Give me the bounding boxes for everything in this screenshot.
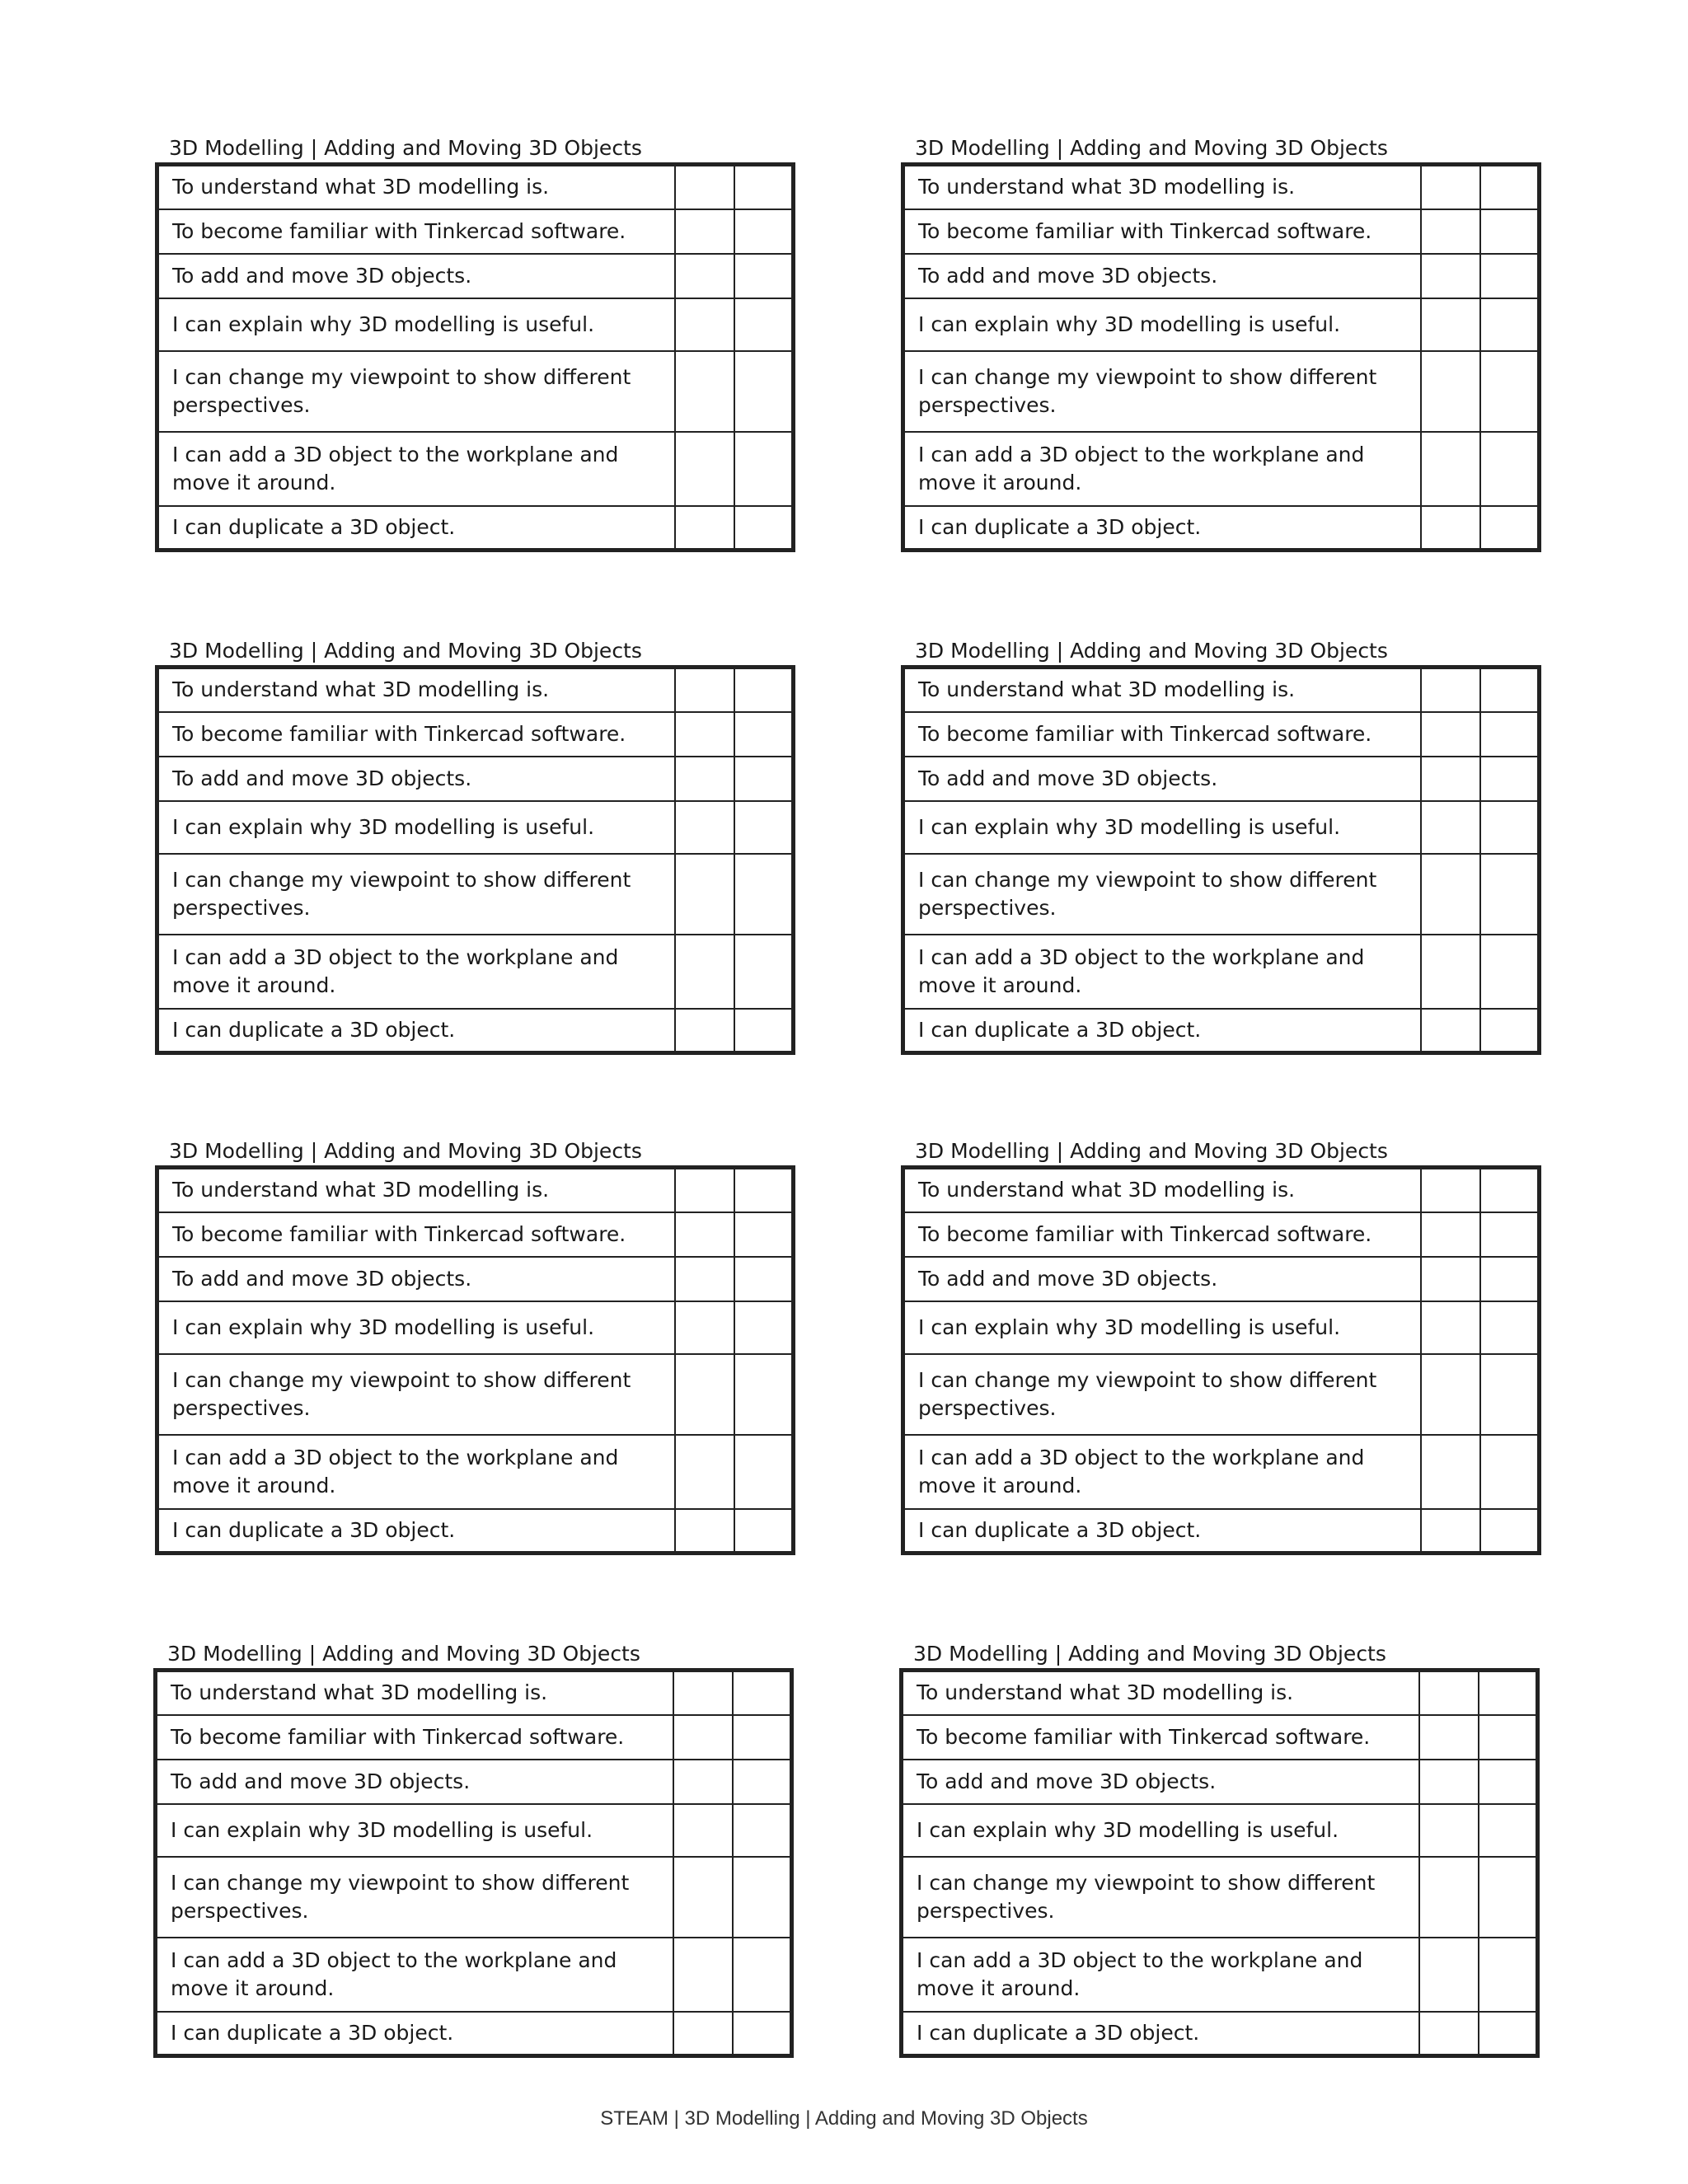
check-box-2[interactable] <box>734 506 794 551</box>
card-title: 3D Modelling | Adding and Moving 3D Objects <box>169 639 642 663</box>
check-box-2[interactable] <box>1480 298 1540 351</box>
check-box-1[interactable] <box>675 935 734 1009</box>
objective-text: To become familiar with Tinkercad software. <box>903 1212 1421 1257</box>
check-box-2[interactable] <box>1480 668 1540 712</box>
check-box-2[interactable] <box>734 668 794 712</box>
objective-text: I can duplicate a 3D object. <box>903 1009 1421 1053</box>
check-box-1[interactable] <box>1421 668 1480 712</box>
check-box-1[interactable] <box>675 298 734 351</box>
objective-text: I can add a 3D object to the workplane and move it around. <box>903 432 1421 506</box>
objective-text: I can explain why 3D modelling is useful. <box>157 1301 675 1354</box>
objective-text: I can duplicate a 3D object. <box>903 1509 1421 1554</box>
objective-text: To understand what 3D modelling is. <box>903 1168 1421 1212</box>
objective-text: I can add a 3D object to the workplane and move it around. <box>902 1938 1419 2012</box>
objective-text: To add and move 3D objects. <box>157 1257 675 1301</box>
check-box-2[interactable] <box>1480 506 1540 551</box>
check-box-1[interactable] <box>1421 712 1480 757</box>
checklist-row <box>157 757 794 801</box>
check-box-2[interactable] <box>1480 1509 1540 1554</box>
check-box-1[interactable] <box>1421 854 1480 935</box>
card-title: 3D Modelling | Adding and Moving 3D Objects <box>169 136 642 160</box>
checklist-row <box>903 1212 1540 1257</box>
check-box-1[interactable] <box>673 1760 733 1804</box>
objective-text: I can change my viewpoint to show different perspectives. <box>903 351 1421 432</box>
objective-text: I can change my viewpoint to show different perspectives. <box>156 1857 673 1938</box>
objective-text: To understand what 3D modelling is. <box>156 1671 673 1715</box>
check-box-2[interactable] <box>733 2012 792 2056</box>
check-box-2[interactable] <box>1479 1671 1538 1715</box>
check-box-2[interactable] <box>1480 712 1540 757</box>
checklist-row <box>157 1354 794 1435</box>
objective-text: To become familiar with Tinkercad software. <box>157 209 675 254</box>
checklist-row <box>903 668 1540 712</box>
card-title: 3D Modelling | Adding and Moving 3D Objects <box>167 1642 640 1666</box>
check-box-1[interactable] <box>1419 1857 1479 1938</box>
check-box-2[interactable] <box>733 1715 792 1760</box>
check-box-1[interactable] <box>1419 1671 1479 1715</box>
check-box-1[interactable] <box>1421 1301 1480 1354</box>
checklist-row <box>903 1509 1540 1554</box>
check-box-1[interactable] <box>1421 209 1480 254</box>
checklist-row <box>157 165 794 209</box>
check-box-1[interactable] <box>675 209 734 254</box>
check-box-1[interactable] <box>675 1168 734 1212</box>
objective-text: To become familiar with Tinkercad software. <box>156 1715 673 1760</box>
check-box-1[interactable] <box>1421 165 1480 209</box>
objective-text: To add and move 3D objects. <box>903 757 1421 801</box>
objective-text: To add and move 3D objects. <box>156 1760 673 1804</box>
check-box-2[interactable] <box>1479 1804 1538 1857</box>
check-box-1[interactable] <box>675 668 734 712</box>
checklist-row <box>157 1435 794 1509</box>
check-box-2[interactable] <box>734 432 794 506</box>
card-title: 3D Modelling | Adding and Moving 3D Objects <box>915 639 1388 663</box>
check-box-2[interactable] <box>1480 1168 1540 1212</box>
objective-text: I can change my viewpoint to show different perspectives. <box>157 1354 675 1435</box>
check-box-2[interactable] <box>734 209 794 254</box>
checklist-row <box>902 1804 1538 1857</box>
check-box-1[interactable] <box>1419 1938 1479 2012</box>
checklist-row <box>903 1354 1540 1435</box>
check-box-2[interactable] <box>1480 209 1540 254</box>
checklist-card <box>901 134 1537 552</box>
objective-text: I can add a 3D object to the workplane and move it around. <box>157 432 675 506</box>
checklist-table <box>901 1165 1541 1555</box>
check-box-2[interactable] <box>1480 432 1540 506</box>
objective-text: To understand what 3D modelling is. <box>157 1168 675 1212</box>
check-box-2[interactable] <box>734 712 794 757</box>
objective-text: I can add a 3D object to the workplane and move it around. <box>903 1435 1421 1509</box>
checklist-row <box>157 432 794 506</box>
check-box-2[interactable] <box>733 1804 792 1857</box>
objective-text: I can explain why 3D modelling is useful. <box>157 801 675 854</box>
checklist-row <box>903 1301 1540 1354</box>
check-box-2[interactable] <box>1480 1435 1540 1509</box>
checklist-row <box>903 165 1540 209</box>
checklist-row <box>157 351 794 432</box>
check-box-1[interactable] <box>675 1509 734 1554</box>
checklist-row <box>156 1671 792 1715</box>
objective-text: I can change my viewpoint to show different perspectives. <box>903 1354 1421 1435</box>
checklist-table <box>899 1668 1540 2058</box>
objective-text: I can explain why 3D modelling is useful. <box>156 1804 673 1857</box>
checklist-card <box>155 637 791 1055</box>
check-box-2[interactable] <box>733 1760 792 1804</box>
check-box-2[interactable] <box>1480 1212 1540 1257</box>
check-box-1[interactable] <box>675 757 734 801</box>
check-box-2[interactable] <box>734 298 794 351</box>
check-box-2[interactable] <box>1480 351 1540 432</box>
objective-text: To add and move 3D objects. <box>902 1760 1419 1804</box>
check-box-2[interactable] <box>734 1354 794 1435</box>
check-box-1[interactable] <box>1421 757 1480 801</box>
check-box-2[interactable] <box>1480 854 1540 935</box>
objective-text: I can duplicate a 3D object. <box>902 2012 1419 2056</box>
objective-text: To add and move 3D objects. <box>903 254 1421 298</box>
checklist-row <box>157 1301 794 1354</box>
checklist-table <box>153 1668 794 2058</box>
objective-text: I can add a 3D object to the workplane and move it around. <box>157 1435 675 1509</box>
checklist-row <box>902 1938 1538 2012</box>
card-title: 3D Modelling | Adding and Moving 3D Objects <box>915 136 1388 160</box>
check-box-2[interactable] <box>734 1168 794 1212</box>
checklist-row <box>903 1009 1540 1053</box>
check-box-2[interactable] <box>734 854 794 935</box>
checklist-row <box>156 1857 792 1938</box>
check-box-2[interactable] <box>734 801 794 854</box>
check-box-1[interactable] <box>1421 351 1480 432</box>
checklist-card <box>899 1640 1536 2058</box>
checklist-card <box>155 1137 791 1555</box>
check-box-1[interactable] <box>673 1671 733 1715</box>
checklist-row <box>902 1715 1538 1760</box>
checklist-card <box>155 134 791 552</box>
checklist-row <box>157 254 794 298</box>
check-box-1[interactable] <box>1419 1760 1479 1804</box>
objective-text: I can add a 3D object to the workplane and move it around. <box>156 1938 673 2012</box>
checklist-row <box>156 1804 792 1857</box>
checklist-row <box>902 1671 1538 1715</box>
checklist-row <box>157 935 794 1009</box>
objective-text: To add and move 3D objects. <box>157 254 675 298</box>
check-box-1[interactable] <box>1419 1715 1479 1760</box>
check-box-1[interactable] <box>675 165 734 209</box>
check-box-2[interactable] <box>1480 1257 1540 1301</box>
checklist-card <box>901 1137 1537 1555</box>
check-box-1[interactable] <box>1419 2012 1479 2056</box>
objective-text: I can duplicate a 3D object. <box>157 1009 675 1053</box>
checklist-row <box>902 1857 1538 1938</box>
checklist-row <box>903 432 1540 506</box>
objective-text: I can change my viewpoint to show different perspectives. <box>903 854 1421 935</box>
checklist-table <box>901 162 1541 552</box>
check-box-1[interactable] <box>675 506 734 551</box>
objective-text: To become familiar with Tinkercad software. <box>903 712 1421 757</box>
objective-text: I can duplicate a 3D object. <box>157 506 675 551</box>
check-box-2[interactable] <box>1480 254 1540 298</box>
checklist-row <box>903 1257 1540 1301</box>
checklist-row <box>903 254 1540 298</box>
checklist-row <box>903 854 1540 935</box>
check-box-1[interactable] <box>1421 298 1480 351</box>
objective-text: I can change my viewpoint to show different perspectives. <box>902 1857 1419 1938</box>
check-box-1[interactable] <box>675 1301 734 1354</box>
card-title: 3D Modelling | Adding and Moving 3D Objects <box>169 1139 642 1163</box>
objective-text: I can explain why 3D modelling is useful. <box>157 298 675 351</box>
check-box-1[interactable] <box>675 1435 734 1509</box>
check-box-1[interactable] <box>1421 1257 1480 1301</box>
check-box-2[interactable] <box>734 1509 794 1554</box>
check-box-1[interactable] <box>673 1804 733 1857</box>
check-box-1[interactable] <box>1421 506 1480 551</box>
checklist-row <box>903 1168 1540 1212</box>
check-box-1[interactable] <box>1421 254 1480 298</box>
objective-text: I can change my viewpoint to show different perspectives. <box>157 854 675 935</box>
check-box-2[interactable] <box>734 165 794 209</box>
objective-text: I can duplicate a 3D object. <box>157 1509 675 1554</box>
objective-text: To become familiar with Tinkercad software. <box>902 1715 1419 1760</box>
objective-text: To understand what 3D modelling is. <box>902 1671 1419 1715</box>
check-box-1[interactable] <box>675 432 734 506</box>
checklist-row <box>156 2012 792 2056</box>
objective-text: I can duplicate a 3D object. <box>156 2012 673 2056</box>
checklist-row <box>157 506 794 551</box>
checklist-row <box>903 801 1540 854</box>
objective-text: To add and move 3D objects. <box>903 1257 1421 1301</box>
checklist-row <box>157 712 794 757</box>
check-box-2[interactable] <box>1479 1760 1538 1804</box>
card-title: 3D Modelling | Adding and Moving 3D Objects <box>913 1642 1386 1666</box>
checklist-row <box>157 1168 794 1212</box>
check-box-2[interactable] <box>734 1009 794 1053</box>
checklist-row <box>903 712 1540 757</box>
check-box-1[interactable] <box>673 1857 733 1938</box>
objective-text: To add and move 3D objects. <box>157 757 675 801</box>
checklist-row <box>156 1938 792 2012</box>
check-box-1[interactable] <box>675 801 734 854</box>
check-box-2[interactable] <box>734 1301 794 1354</box>
check-box-1[interactable] <box>675 1212 734 1257</box>
card-title: 3D Modelling | Adding and Moving 3D Objects <box>915 1139 1388 1163</box>
checklist-row <box>157 1212 794 1257</box>
checklist-card <box>153 1640 790 2058</box>
checklist-table <box>155 665 795 1055</box>
checklist-table <box>901 665 1541 1055</box>
checklist-card <box>901 637 1537 1055</box>
check-box-2[interactable] <box>734 1257 794 1301</box>
checklist-row <box>157 668 794 712</box>
objective-text: To become familiar with Tinkercad software. <box>157 712 675 757</box>
check-box-1[interactable] <box>1421 801 1480 854</box>
check-box-2[interactable] <box>734 1435 794 1509</box>
page-footer: STEAM | 3D Modelling | Adding and Moving 3D Objects <box>600 2107 1088 2130</box>
checklist-row <box>156 1760 792 1804</box>
check-box-1[interactable] <box>1421 1168 1480 1212</box>
objective-text: I can explain why 3D modelling is useful. <box>903 1301 1421 1354</box>
objective-text: I can explain why 3D modelling is useful. <box>903 801 1421 854</box>
objective-text: To become familiar with Tinkercad software. <box>157 1212 675 1257</box>
check-box-2[interactable] <box>1480 165 1540 209</box>
check-box-2[interactable] <box>1480 757 1540 801</box>
check-box-1[interactable] <box>1421 1435 1480 1509</box>
check-box-2[interactable] <box>1479 1938 1538 2012</box>
checklist-row <box>157 298 794 351</box>
checklist-row <box>157 1009 794 1053</box>
objective-text: I can add a 3D object to the workplane and move it around. <box>903 935 1421 1009</box>
checklist-row <box>157 1257 794 1301</box>
checklist-row <box>903 209 1540 254</box>
check-box-2[interactable] <box>1480 1354 1540 1435</box>
check-box-2[interactable] <box>1479 2012 1538 2056</box>
check-box-1[interactable] <box>675 854 734 935</box>
checklist-row <box>903 351 1540 432</box>
check-box-2[interactable] <box>1480 935 1540 1009</box>
checklist-table <box>155 1165 795 1555</box>
objective-text: I can duplicate a 3D object. <box>903 506 1421 551</box>
check-box-2[interactable] <box>733 1671 792 1715</box>
objective-text: I can explain why 3D modelling is useful. <box>903 298 1421 351</box>
check-box-1[interactable] <box>1421 935 1480 1009</box>
check-box-1[interactable] <box>673 2012 733 2056</box>
objective-text: To understand what 3D modelling is. <box>903 165 1421 209</box>
check-box-1[interactable] <box>1421 1509 1480 1554</box>
checklist-row <box>157 209 794 254</box>
check-box-2[interactable] <box>1479 1715 1538 1760</box>
checklist-row <box>902 1760 1538 1804</box>
checklist-row <box>903 506 1540 551</box>
check-box-1[interactable] <box>675 712 734 757</box>
check-box-1[interactable] <box>1419 1804 1479 1857</box>
check-box-2[interactable] <box>1480 801 1540 854</box>
checklist-row <box>156 1715 792 1760</box>
check-box-1[interactable] <box>675 351 734 432</box>
checklist-row <box>903 757 1540 801</box>
checklist-row <box>157 1509 794 1554</box>
check-box-2[interactable] <box>734 1212 794 1257</box>
objective-text: I can change my viewpoint to show different perspectives. <box>157 351 675 432</box>
check-box-1[interactable] <box>675 1257 734 1301</box>
checklist-row <box>157 801 794 854</box>
check-box-1[interactable] <box>673 1938 733 2012</box>
checklist-row <box>157 854 794 935</box>
checklist-row <box>903 935 1540 1009</box>
check-box-2[interactable] <box>734 935 794 1009</box>
objective-text: To understand what 3D modelling is. <box>157 668 675 712</box>
objective-text: To understand what 3D modelling is. <box>157 165 675 209</box>
check-box-1[interactable] <box>675 1354 734 1435</box>
check-box-2[interactable] <box>1480 1009 1540 1053</box>
check-box-1[interactable] <box>675 254 734 298</box>
check-box-1[interactable] <box>1421 1212 1480 1257</box>
objective-text: To understand what 3D modelling is. <box>903 668 1421 712</box>
objective-text: I can add a 3D object to the workplane and move it around. <box>157 935 675 1009</box>
check-box-1[interactable] <box>1421 1009 1480 1053</box>
objective-text: I can explain why 3D modelling is useful. <box>902 1804 1419 1857</box>
check-box-2[interactable] <box>1479 1857 1538 1938</box>
check-box-2[interactable] <box>733 1857 792 1938</box>
checklist-table <box>155 162 795 552</box>
check-box-2[interactable] <box>734 351 794 432</box>
check-box-1[interactable] <box>673 1715 733 1760</box>
checklist-row <box>903 298 1540 351</box>
checklist-row <box>903 1435 1540 1509</box>
objective-text: To become familiar with Tinkercad software. <box>903 209 1421 254</box>
check-box-1[interactable] <box>1421 1354 1480 1435</box>
check-box-2[interactable] <box>734 757 794 801</box>
check-box-1[interactable] <box>675 1009 734 1053</box>
checklist-row <box>902 2012 1538 2056</box>
check-box-1[interactable] <box>1421 432 1480 506</box>
check-box-2[interactable] <box>734 254 794 298</box>
check-box-2[interactable] <box>733 1938 792 2012</box>
check-box-2[interactable] <box>1480 1301 1540 1354</box>
